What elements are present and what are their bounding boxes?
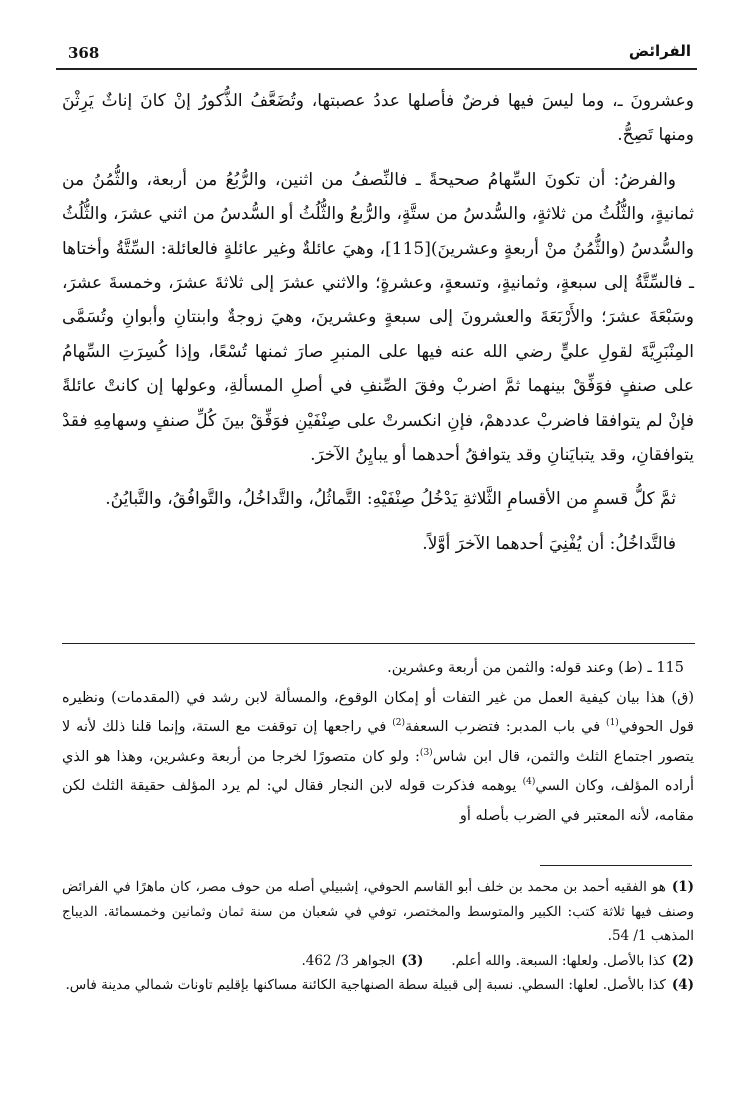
commentary-heading: 115 ـ (ط) وعند قوله: والثمن من أربعة وعشرين.	[387, 660, 684, 676]
running-title: الفرائض	[628, 42, 691, 60]
main-paragraph: فالتَّداخُلُ: أن يُفْنِيَ أحدهما الآخرَ أوَّلاً.	[422, 533, 676, 554]
main-paragraph: والفرضُ: أن تكونَ السِّهامُ صحيحةً ـ فالنِّصفُ من اثنين، والرُّبُعُ من أربعة، والثُّمُنُ من ثمانيةٍ، والثُّلُثُ من ثلاثةٍ، والسُّدسُ من ستَّةٍ، والرُّبعُ والثُّلُثُ أو السُّدسُ من اثني عشرَ، والثُّلُثُ والسُّدسُ (والثُّمُنُ منْ أربعةٍ وعشرينَ)[115]، وهيَ عائلةٌ وغير عائلةٍ فالعائلة: السِّتَّةُ وأختاها ـ فالسِّتَّةُ إلى سبعةٍ، وثمانيةٍ، وتسعةٍ، وعشرةٍ؛ والاثني عشرَ إلى ثلاثةَ عشرَ، وخمسةَ عشرَ، وسَبْعَةَ عشرَ؛ والأَرْبَعَةَ والعشرونَ إلى سبعةٍ وعشرينَ، وهيَ زوجةٌ وابنتانِ وأبوانِ وتُسَمَّى المِنْبَرِيَّةَ لقولِ عليٍّ رضي الله عنه فيها على المنبرِ صارَ ثمنها تُسْعًا، وإذا كُسِرَتِ السِّهامُ على صنفٍ فوَفِّقْ بينهما ثمَّ اضربْ وفقَ الصِّنفِ في أصلِ المسألةِ، وعولها إن كانتْ عائلةً فإنْ لم يتوافقا فاضربْ عددهمْ، فإنِ انكسرتْ على صِنْفَيْنِ فوَفِّقْ بينَ كُلِّ صنفٍ وسهامِهِ فقدْ يتوافقانِ، وقد يتبايَنانِ وقد يتوافقُ أحدهما أو يبايِنُ الآخرَ.	[62, 169, 694, 466]
footnote-text: كذا بالأصل. ولعلها: السبعة. والله أعلم.	[451, 952, 666, 969]
commentary-text: في راجعها إن توقفت مع الستة، وإنما قلنا ذلك لأنه لا يتصور اجتماع الثلث والثمن، قال ابن شاس	[62, 719, 694, 765]
footnote-number: (3)	[401, 952, 424, 969]
footnote-text: هو الفقيه أحمد بن محمد بن خلف أبو القاسم الحوفي، إشبيلي أصله من حوف مصر، كان ماهرًا في الفرائض وصنف فيها ثلاثة كتب: الكبير والمتوسط والمختصر، توفي في شعبان من سنة ثمان وثمانين وخمسمائة. الديباج المذهب 1/ 54.	[62, 879, 694, 944]
footnote-number: (2)	[671, 952, 694, 969]
footnote-number: (1)	[671, 879, 694, 895]
footnote-item	[62, 973, 694, 998]
footnote-text: كذا بالأصل. لعلها: السطي. نسبة إلى قبيلة سطة الصنهاجية الكائنة مساكنها بإقليم تاونات شمالي مدينة فاس.	[65, 977, 666, 993]
commentary-text: (ق) هذا بيان كيفية العمل من غير التفات أو إمكان الوقوع، والمسألة لابن رشد في (المقدمات) ونظيره قول الحوفي	[62, 689, 694, 735]
footnote-ref[interactable]: (4)	[522, 777, 536, 788]
commentary-text: : ولو كان متصورًا لخرجا من أربعة وعشرين، وهذا هو الذي أراده المؤلف، وكان السي	[62, 748, 694, 794]
page-number: 368	[68, 44, 100, 62]
footnote-number: (4)	[671, 977, 694, 993]
footnotes	[62, 875, 694, 998]
footnote-item	[62, 949, 694, 974]
commentary-text: يوهمه فذكرت قوله لابن النجار فقال لي: لم يرد المؤلف حقيقة الثلث لكن مقامه، لأنه المعتبر في الضرب بأصله أو	[62, 778, 694, 824]
footnote-ref[interactable]: (3)	[419, 747, 433, 758]
commentary-text: في باب المدبر: فتضرب السعفة	[405, 719, 607, 735]
footnote-divider	[540, 865, 692, 866]
main-paragraph: ثمَّ كلُّ قسمٍ من الأقسامِ الثَّلاثةِ يَدْخُلُ صِنْفَيْهِ: التَّماثُلُ، والتَّداخُلُ، والتَّوافُقُ، والتَّبايُنُ.	[105, 489, 676, 510]
commentary-divider	[62, 643, 695, 644]
footnote-ref[interactable]: (1)	[606, 718, 619, 729]
footnote-ref[interactable]: (2)	[392, 718, 406, 729]
commentary-block	[62, 654, 694, 831]
main-paragraph: وعشرونَ ـ، وما ليسَ فيها فرضٌ فأصلها عددُ عصبتها، وتُضَعَّفُ الذُّكورُ إنْ كانَ إناثٌ يَرِثْنَ ومنها تَصِحُّ.	[62, 91, 694, 146]
footnote-item	[62, 875, 694, 949]
main-text	[62, 84, 694, 571]
footnote-text: الجواهر 3/ 462.	[301, 952, 396, 969]
page-header	[56, 38, 697, 70]
commentary-paragraph	[62, 684, 694, 832]
